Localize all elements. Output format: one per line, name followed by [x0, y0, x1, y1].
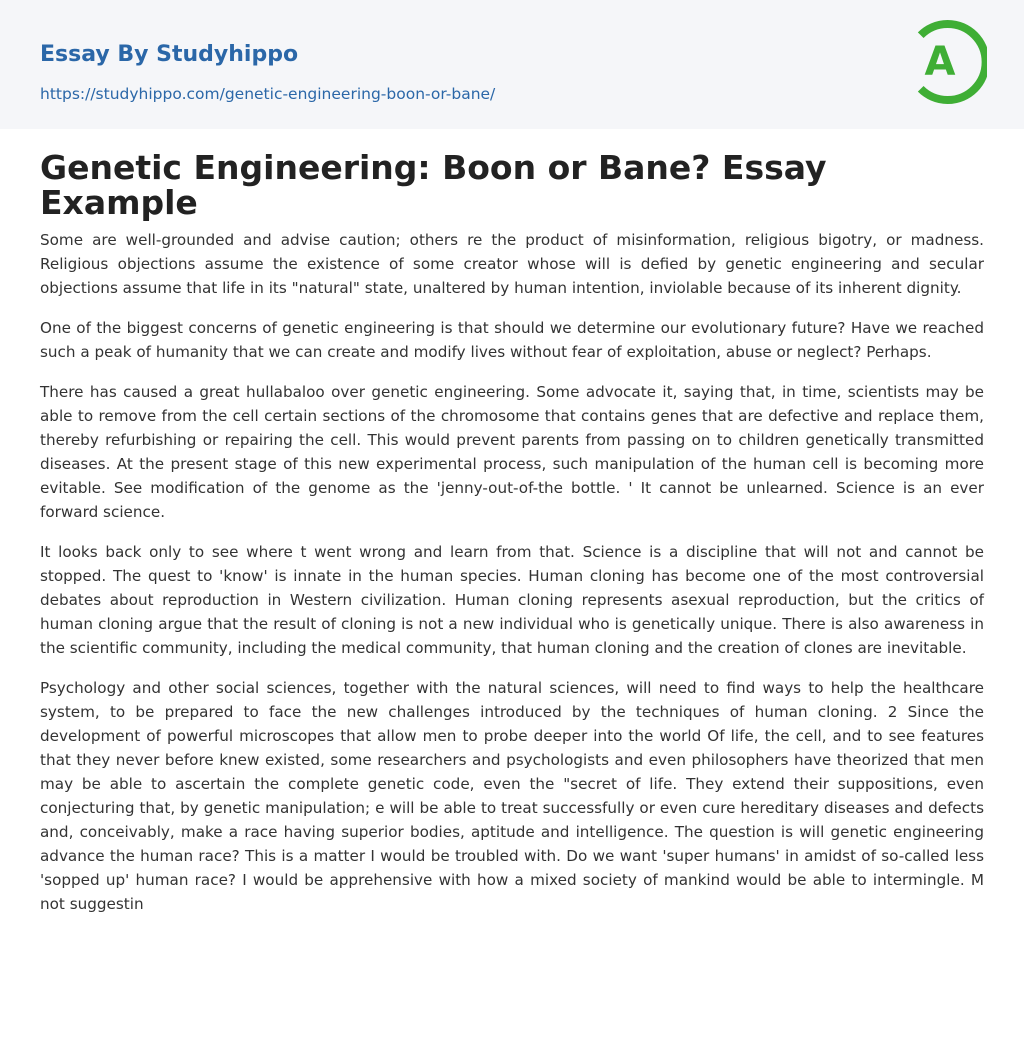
paragraph: One of the biggest concerns of genetic engineering is that should we determine our evolutionary future? Have we reached such a peak of humanity that we can create and modify lives without fear of exploitation, abuse or neglect? Perhaps.: [40, 319, 984, 361]
paragraph: Psychology and other social sciences, together with the natural sciences, will need to find ways to help the healthcare system, to be prepared to face the new challenges introduced by the techniques of human cloning. 2 Since the development of powerful microscopes that allow men to probe deeper into the world Of life, the cell, and to see features that they never before knew existed, some researchers and psychologists and even philosophers have theorized that men may be able to ascertain the complete genetic code, even the "secret of life. They extend their suppositions, even conjecturing that, by genetic manipulation; e will be able to treat successfully or even cure hereditary diseases and defects and, conceivably, make a race having superior bodies, aptitude and intelligence. The question is will genetic engineering advance the human race? This is a matter I would be troubled with. Do we want 'super humans' in amidst of so-called less 'sopped up' human race? I would be apprehensive with how a mixed society of mankind would be able to intermingle. M not suggestin: [40, 679, 984, 913]
logo[interactable]: [911, 19, 987, 105]
site-header: [0, 0, 1024, 129]
paragraph: There has caused a great hullabaloo over genetic engineering. Some advocate it, saying that, in time, scientists may be able to remove from the cell certain sections of the chromosome that contains genes that are defective and replace them, thereby refurbishing or repairing the cell. This would prevent parents from passing on to children genetically transmitted diseases. At the present stage of this new experimental process, such manipulation of the human cell is becoming more evitable. See modification of the genome as the 'jenny-out-of-the bottle. ' It cannot be unlearned. Science is an ever forward science.: [40, 383, 984, 521]
page-title: Genetic Engineering: Boon or Bane? Essay Example: [40, 148, 827, 222]
site-brand[interactable]: Essay By Studyhippo: [40, 42, 299, 67]
logo-icon: [911, 19, 987, 105]
article-body: [40, 228, 984, 932]
paragraph: It looks back only to see where t went wrong and learn from that. Science is a discipline that will not and cannot be stopped. The quest to 'know' is innate in the human species. Human cloning has become one of the most controversial debates about reproduction in Western civilization. Human cloning represents asexual reproduction, but the critics of human cloning argue that the result of cloning is not a new individual who is genetically unique. There is also awareness in the scientific community, including the medical community, that human cloning and the creation of clones are inevitable.: [40, 543, 984, 657]
source-url-link[interactable]: https://studyhippo.com/genetic-engineering-boon-or-bane/: [40, 85, 496, 103]
logo-letter: A: [924, 39, 956, 85]
paragraph: Some are well-grounded and advise caution; others re the product of misinformation, religious bigotry, or madness. Religious objections assume the existence of some creator whose will is defied by genetic engineering and secular objections assume that life in its "natural" state, unaltered by human intention, inviolable because of its inherent dignity.: [40, 231, 984, 297]
